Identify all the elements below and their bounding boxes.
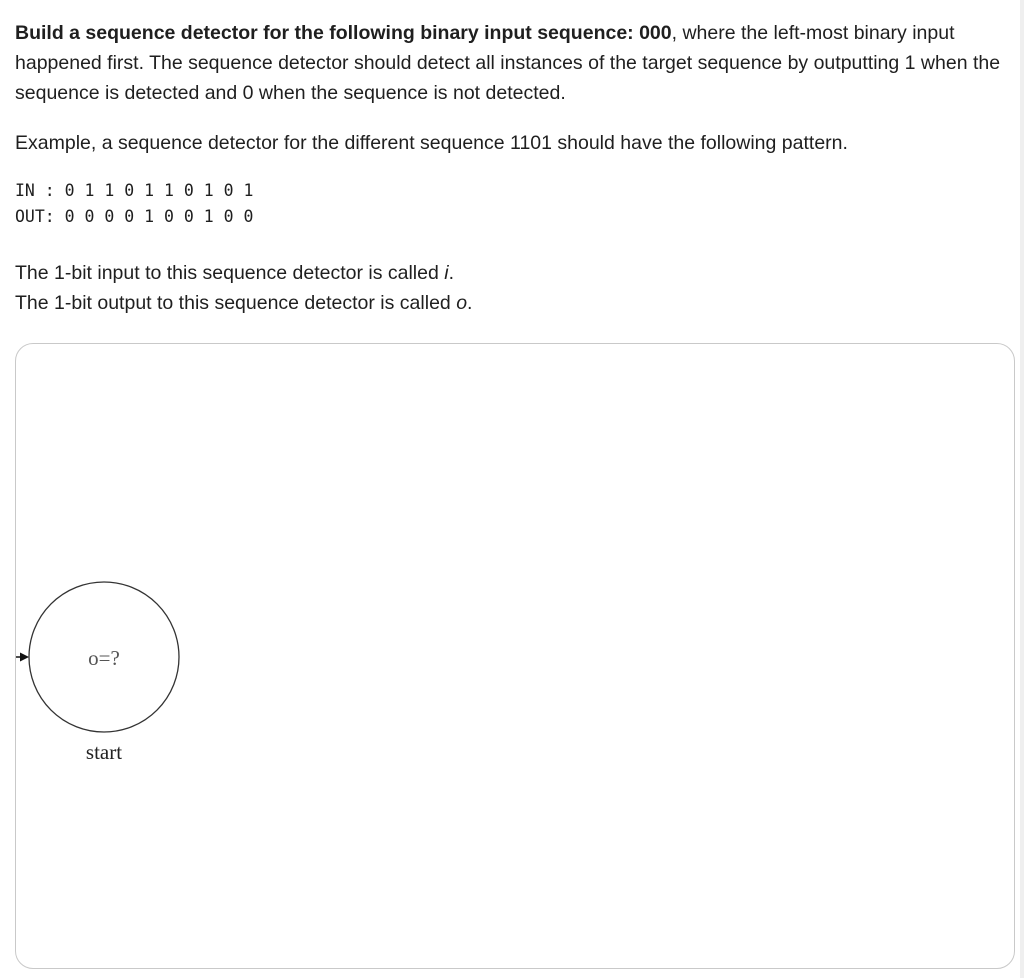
input-name: i — [444, 262, 449, 284]
arrow-head-icon — [20, 653, 29, 662]
state-node-start[interactable] — [29, 582, 179, 764]
output-description — [15, 288, 1005, 318]
example-in-label: IN : — [15, 181, 65, 200]
example-pattern — [15, 178, 1005, 230]
example-in-sequence: 0 1 1 0 1 1 0 1 0 1 — [64, 181, 254, 200]
problem-intro — [15, 18, 1005, 108]
problem-intro-bold: Build a sequence detector for the following binary input sequence: 000 — [15, 22, 672, 44]
problem-statement — [15, 18, 1005, 318]
scrollbar-track[interactable] — [1020, 0, 1024, 978]
example-out-row — [15, 204, 1005, 230]
example-in-row — [15, 178, 1005, 204]
state-name-label[interactable]: start — [85, 740, 123, 764]
input-description — [15, 258, 1005, 288]
example-description: Example, a sequence detector for the different sequence 1101 should have the following pattern. — [15, 132, 848, 154]
example-out-label: OUT: — [15, 207, 65, 226]
output-name: o — [456, 292, 468, 314]
fsm-editor-canvas[interactable] — [15, 343, 1015, 969]
problem-intro-rest: , where the left-most binary input happened first. The sequence detector should detect all instances of the target sequence by outputting 1 when the sequence is detected and 0 when the sequence is not detected. — [15, 22, 1001, 104]
fsm-diagram[interactable] — [16, 344, 1014, 968]
input-prefix: The 1-bit input to this sequence detector is called — [15, 262, 445, 284]
state-output-label: o=? — [88, 646, 120, 670]
output-suffix: . — [467, 292, 473, 314]
start-state-arrow — [16, 653, 29, 662]
example-out-sequence: 0 0 0 0 1 0 0 1 0 0 — [64, 207, 254, 226]
input-suffix: . — [448, 262, 455, 284]
output-prefix: The 1-bit output to this sequence detector is called — [15, 292, 457, 314]
